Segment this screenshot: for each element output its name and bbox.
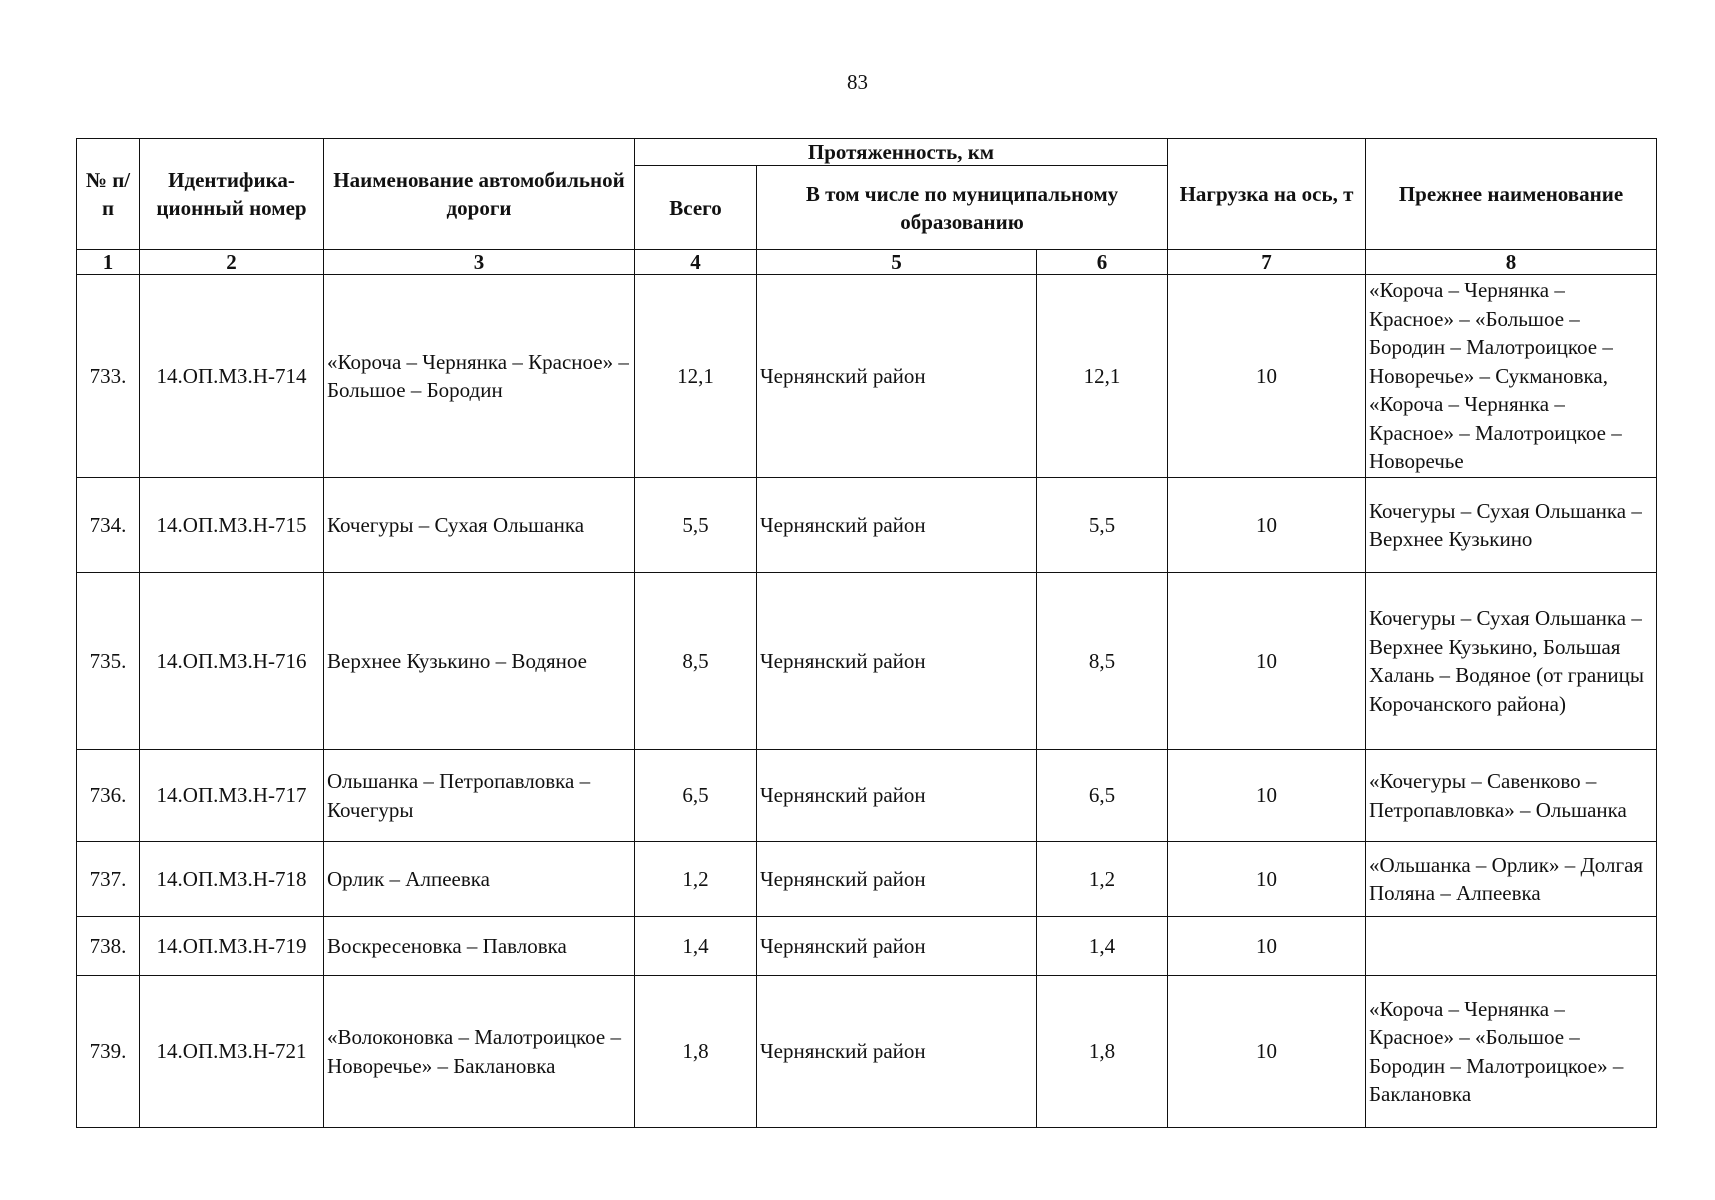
previous-name (1366, 917, 1657, 976)
municipality-length: 5,5 (1037, 478, 1168, 573)
header-length-group: Протяженность, км (635, 139, 1168, 166)
road-name: Ольшанка – Петропавловка – Кочегуры (324, 750, 635, 842)
axle-load: 10 (1168, 917, 1366, 976)
previous-name: «Короча – Чернянка – Красное» – «Большое – Бородин – Малотроицкое» – Баклановка (1366, 976, 1657, 1128)
road-name: Воскресеновка – Павловка (324, 917, 635, 976)
municipality: Чернянский район (757, 750, 1037, 842)
municipality: Чернянский район (757, 478, 1037, 573)
header-num: № п/п (77, 139, 140, 250)
axle-load: 10 (1168, 976, 1366, 1128)
road-name: Орлик – Алпеевка (324, 842, 635, 917)
axle-load: 10 (1168, 750, 1366, 842)
previous-name: «Кочегуры – Савенково – Петропавловка» – Ольшанка (1366, 750, 1657, 842)
municipality-length: 1,4 (1037, 917, 1168, 976)
municipality: Чернянский район (757, 573, 1037, 750)
road-name: Верхнее Кузькино – Водяное (324, 573, 635, 750)
table-row (77, 917, 1657, 976)
row-number: 734. (77, 478, 140, 573)
header-id: Идентифика-ционный номер (140, 139, 324, 250)
table-row (77, 478, 1657, 573)
length-total: 6,5 (635, 750, 757, 842)
road-id: 14.ОП.МЗ.Н-716 (140, 573, 324, 750)
column-number: 6 (1037, 250, 1168, 275)
row-number: 736. (77, 750, 140, 842)
length-total: 12,1 (635, 275, 757, 478)
axle-load: 10 (1168, 573, 1366, 750)
row-number: 737. (77, 842, 140, 917)
municipality: Чернянский район (757, 842, 1037, 917)
column-number-row (77, 250, 1657, 275)
column-number: 2 (140, 250, 324, 275)
municipality: Чернянский район (757, 917, 1037, 976)
roads-table (76, 138, 1657, 1128)
row-number: 733. (77, 275, 140, 478)
axle-load: 10 (1168, 842, 1366, 917)
page-number: 83 (847, 70, 868, 94)
table-row (77, 573, 1657, 750)
municipality-length: 1,2 (1037, 842, 1168, 917)
column-number: 5 (757, 250, 1037, 275)
table-row (77, 750, 1657, 842)
header-total: Всего (635, 166, 757, 250)
axle-load: 10 (1168, 478, 1366, 573)
municipality: Чернянский район (757, 976, 1037, 1128)
previous-name: Кочегуры – Сухая Ольшанка – Верхнее Кузькино (1366, 478, 1657, 573)
column-number: 1 (77, 250, 140, 275)
table-row (77, 976, 1657, 1128)
table-row (77, 275, 1657, 478)
road-name: «Волоконовка – Малотроицкое – Новоречье» – Баклановка (324, 976, 635, 1128)
road-id: 14.ОП.МЗ.Н-718 (140, 842, 324, 917)
length-total: 5,5 (635, 478, 757, 573)
column-number: 4 (635, 250, 757, 275)
table-body (77, 275, 1657, 1128)
column-number: 3 (324, 250, 635, 275)
road-id: 14.ОП.МЗ.Н-719 (140, 917, 324, 976)
header-axle-load: Нагрузка на ось, т (1168, 139, 1366, 250)
road-id: 14.ОП.МЗ.Н-721 (140, 976, 324, 1128)
axle-load: 10 (1168, 275, 1366, 478)
road-id: 14.ОП.МЗ.Н-714 (140, 275, 324, 478)
length-total: 8,5 (635, 573, 757, 750)
header-previous-name: Прежнее наименование (1366, 139, 1657, 250)
municipality-length: 8,5 (1037, 573, 1168, 750)
municipality-length: 6,5 (1037, 750, 1168, 842)
length-total: 1,2 (635, 842, 757, 917)
previous-name: «Ольшанка – Орлик» – Долгая Поляна – Алпеевка (1366, 842, 1657, 917)
row-number: 735. (77, 573, 140, 750)
length-total: 1,4 (635, 917, 757, 976)
header-road-name: Наименование автомобильной дороги (324, 139, 635, 250)
road-id: 14.ОП.МЗ.Н-715 (140, 478, 324, 573)
municipality: Чернянский район (757, 275, 1037, 478)
road-name: «Короча – Чернянка – Красное» – Большое – Бородин (324, 275, 635, 478)
municipality-length: 12,1 (1037, 275, 1168, 478)
table-row (77, 842, 1657, 917)
road-id: 14.ОП.МЗ.Н-717 (140, 750, 324, 842)
header-including: В том числе по муниципальному образованию (757, 166, 1168, 250)
row-number: 739. (77, 976, 140, 1128)
row-number: 738. (77, 917, 140, 976)
table-header (77, 139, 1657, 275)
length-total: 1,8 (635, 976, 757, 1128)
municipality-length: 1,8 (1037, 976, 1168, 1128)
previous-name: Кочегуры – Сухая Ольшанка – Верхнее Кузькино, Большая Халань – Водяное (от границы Корочанского района) (1366, 573, 1657, 750)
column-number: 8 (1366, 250, 1657, 275)
column-number: 7 (1168, 250, 1366, 275)
road-name: Кочегуры – Сухая Ольшанка (324, 478, 635, 573)
previous-name: «Короча – Чернянка – Красное» – «Большое – Бородин – Малотроицкое – Новоречье» – Сукмановка, «Короча – Чернянка – Красное» – Малотроицкое – Новоречье (1366, 275, 1657, 478)
